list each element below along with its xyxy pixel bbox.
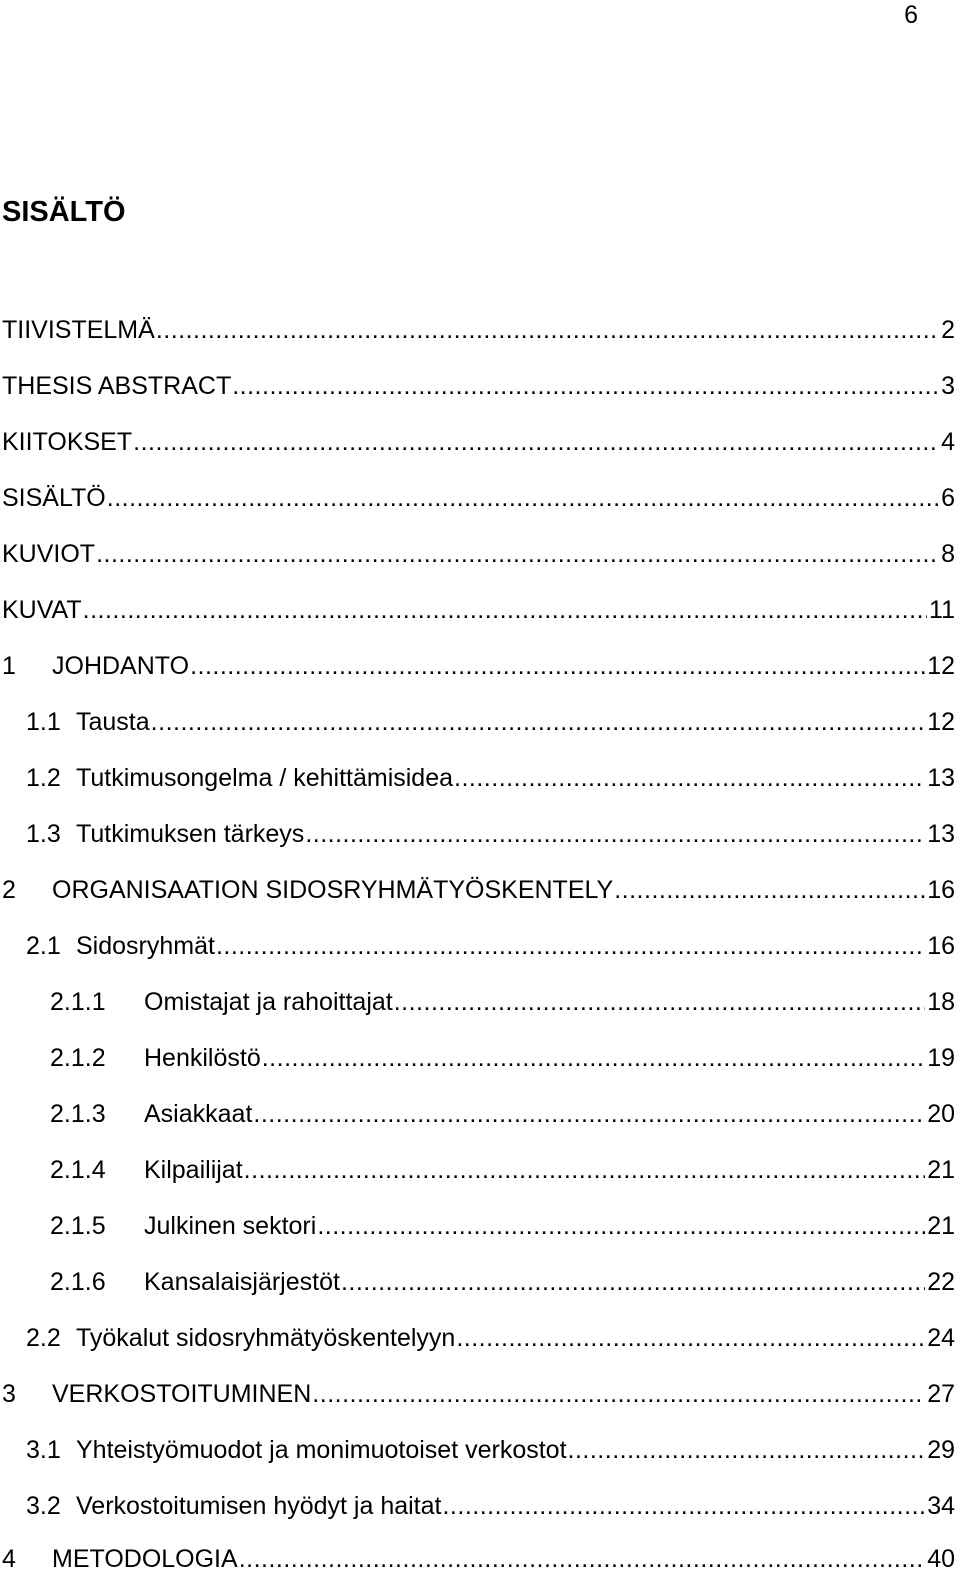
toc-entry-number: 2.1.5 <box>50 1212 106 1240</box>
dot-leader <box>305 817 925 851</box>
page-number: 6 <box>904 1 918 29</box>
toc-entry-title: Kansalaisjärjestöt <box>144 1268 340 1296</box>
toc-entry-page: 24 <box>927 1324 955 1352</box>
dot-leader <box>96 537 939 571</box>
toc-entry-page: 22 <box>927 1268 955 1296</box>
toc-entry-number: 1.3 <box>26 820 61 848</box>
toc-entry-number: 3.1 <box>26 1436 61 1464</box>
toc-entry[interactable] <box>2 929 955 963</box>
dot-leader <box>454 761 925 795</box>
toc-entry-title: KUVAT <box>2 596 82 624</box>
dot-leader <box>568 1433 926 1467</box>
toc-entry-number: 2.1.3 <box>50 1100 106 1128</box>
toc-entry-title: Kilpailijat <box>144 1156 243 1184</box>
toc-entry-page: 6 <box>941 484 955 512</box>
dot-leader <box>442 1489 925 1523</box>
toc-entry-page: 34 <box>927 1492 955 1520</box>
dot-leader <box>232 369 939 403</box>
dot-leader <box>312 1377 925 1411</box>
toc-entry-page: 29 <box>927 1436 955 1464</box>
toc-entry-page: 12 <box>927 652 955 680</box>
toc-entry-title: Julkinen sektori <box>144 1212 317 1240</box>
toc-entry-title: Asiakkaat <box>144 1100 253 1128</box>
toc-entry-page: 13 <box>927 764 955 792</box>
dot-leader <box>456 1321 925 1355</box>
toc-entry-number: 3.2 <box>26 1492 61 1520</box>
toc-entry[interactable] <box>2 761 955 795</box>
toc-entry-page: 19 <box>927 1044 955 1072</box>
toc-entry-page: 16 <box>927 932 955 960</box>
dot-leader <box>317 1209 925 1243</box>
toc-entry-number: 1.1 <box>26 708 61 736</box>
toc-entry[interactable] <box>2 1321 955 1355</box>
dot-leader <box>341 1265 925 1299</box>
toc-entry[interactable] <box>2 1209 955 1243</box>
toc-entry[interactable] <box>2 481 955 515</box>
dot-leader <box>190 649 925 683</box>
toc-entry-title: TIIVISTELMÄ <box>2 316 155 344</box>
toc-entry-page: 12 <box>927 708 955 736</box>
toc-entry-title: Omistajat ja rahoittajat <box>144 988 393 1016</box>
toc-entry-page: 11 <box>929 596 955 624</box>
toc-entry-page: 4 <box>941 428 955 456</box>
toc-entry-number: 2.1.6 <box>50 1268 106 1296</box>
toc-entry[interactable] <box>2 649 955 683</box>
toc-entry[interactable] <box>2 1433 955 1467</box>
dot-leader <box>107 481 939 515</box>
toc-entry-number: 2.1.1 <box>50 988 106 1016</box>
toc-entry-page: 21 <box>927 1156 955 1184</box>
toc-entry-title: Työkalut sidosryhmätyöskentelyyn <box>76 1324 456 1352</box>
toc-heading: SISÄLTÖ <box>2 196 126 228</box>
toc-entry-title: Tausta <box>76 708 150 736</box>
dot-leader <box>151 705 926 739</box>
toc-entry-page: 3 <box>941 372 955 400</box>
toc-entry-title: Tutkimusongelma / kehittämisidea <box>76 764 454 792</box>
toc-entry-title: THESIS ABSTRACT <box>2 372 232 400</box>
toc-entry-page: 40 <box>927 1545 955 1573</box>
toc-entry[interactable] <box>2 593 955 627</box>
dot-leader <box>156 313 939 347</box>
toc-entry[interactable] <box>2 1041 955 1075</box>
toc-entry-page: 18 <box>927 988 955 1016</box>
toc-entry[interactable] <box>2 1265 955 1299</box>
dot-leader <box>83 593 927 627</box>
toc-entry-number: 2 <box>2 876 16 904</box>
dot-leader <box>394 985 925 1019</box>
dot-leader <box>244 1153 926 1187</box>
toc-entry-number: 2.1 <box>26 932 61 960</box>
toc-entry-title: KIITOKSET <box>2 428 133 456</box>
dot-leader <box>216 929 925 963</box>
dot-leader <box>253 1097 925 1131</box>
toc-entry-title: ORGANISAATION SIDOSRYHMÄTYÖSKENTELY <box>52 876 614 904</box>
toc-entry-title: METODOLOGIA <box>52 1545 238 1573</box>
toc-entry[interactable] <box>2 313 955 347</box>
toc-entry[interactable] <box>2 985 955 1019</box>
dot-leader <box>133 425 939 459</box>
toc-entry-page: 8 <box>941 540 955 568</box>
toc-entry-number: 1.2 <box>26 764 61 792</box>
toc-entry[interactable] <box>2 537 955 571</box>
toc-entry-number: 4 <box>2 1545 16 1573</box>
toc-entry-number: 2.1.4 <box>50 1156 106 1184</box>
toc-entry-page: 21 <box>927 1212 955 1240</box>
toc-entry-title: SISÄLTÖ <box>2 484 106 512</box>
toc-entry[interactable] <box>2 873 955 907</box>
toc-entry[interactable] <box>2 1377 955 1411</box>
toc-entry-number: 2.1.2 <box>50 1044 106 1072</box>
dot-leader <box>239 1542 926 1576</box>
toc-entry-page: 2 <box>941 316 955 344</box>
toc-entry-page: 20 <box>927 1100 955 1128</box>
toc-entry[interactable] <box>2 425 955 459</box>
toc-entry-number: 1 <box>2 652 16 680</box>
toc-entry[interactable] <box>2 817 955 851</box>
toc-entry-title: Verkostoitumisen hyödyt ja haitat <box>76 1492 442 1520</box>
dot-leader <box>262 1041 925 1075</box>
toc-entry[interactable] <box>2 705 955 739</box>
toc-entry-page: 13 <box>927 820 955 848</box>
toc-entry-title: Yhteistyömuodot ja monimuotoiset verkostot <box>76 1436 567 1464</box>
toc-entry[interactable] <box>2 1489 955 1523</box>
toc-entry-title: KUVIOT <box>2 540 96 568</box>
toc-entry-title: VERKOSTOITUMINEN <box>52 1380 312 1408</box>
toc-entry-page: 16 <box>927 876 955 904</box>
toc-entry[interactable] <box>2 369 955 403</box>
toc-entry-number: 2.2 <box>26 1324 61 1352</box>
toc-entry-title: JOHDANTO <box>52 652 190 680</box>
toc-entry[interactable] <box>2 1542 955 1576</box>
toc-entry-title: Henkilöstö <box>144 1044 261 1072</box>
toc-entry-title: Sidosryhmät <box>76 932 215 960</box>
toc-entry-title: Tutkimuksen tärkeys <box>76 820 305 848</box>
toc-entry-number: 3 <box>2 1380 16 1408</box>
toc-entry-page: 27 <box>927 1380 955 1408</box>
toc-entry[interactable] <box>2 1153 955 1187</box>
dot-leader <box>614 873 925 907</box>
toc-entry[interactable] <box>2 1097 955 1131</box>
